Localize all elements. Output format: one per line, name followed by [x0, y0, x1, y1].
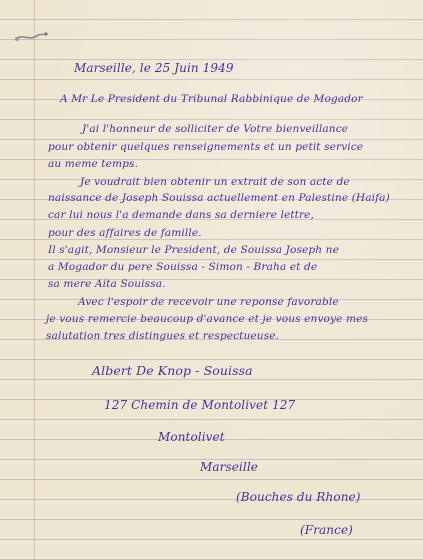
date-line: Marseille, le 25 Juin 1949: [74, 61, 234, 75]
address-line: 127 Chemin de Montolivet 127: [104, 398, 296, 412]
body-line: sa mere Aita Souissa.: [48, 278, 166, 290]
body-line: au meme temps.: [48, 158, 139, 170]
address-line: Montolivet: [158, 430, 225, 444]
address-line: (Bouches du Rhone): [236, 490, 361, 504]
body-line: naissance de Joseph Souissa actuellement en Palestine (Haifa): [48, 192, 390, 204]
body-line: Il s'agit, Monsieur le President, de Souissa Joseph ne: [48, 244, 339, 256]
body-line: pour obtenir quelques renseignements et un petit service: [48, 141, 364, 153]
body-line: Avec l'espoir de recevoir une reponse favorable: [78, 296, 339, 308]
body-line: salutation tres distingues et respectueuse.: [46, 330, 280, 342]
signature: Albert De Knop - Souissa: [92, 363, 253, 378]
body-line: a Mogador du pere Souissa - Simon - Braha et de: [48, 261, 318, 273]
salutation: A Mr Le President du Tribunal Rabbinique de Mogador: [60, 93, 363, 105]
margin-line: [34, 0, 35, 560]
pin-icon: [14, 30, 48, 44]
body-line: Je voudrait bien obtenir un extrait de son acte de: [80, 176, 350, 188]
body-line: pour des affaires de famille.: [48, 227, 202, 239]
body-line: J'ai l'honneur de solliciter de Votre bienveillance: [82, 123, 349, 135]
address-line: Marseille: [200, 460, 258, 474]
body-line: je vous remercie beaucoup d'avance et je vous envoye mes: [46, 313, 368, 325]
address-line: (France): [300, 523, 353, 537]
body-line: car lui nous l'a demande dans sa derniere lettre,: [48, 209, 315, 221]
